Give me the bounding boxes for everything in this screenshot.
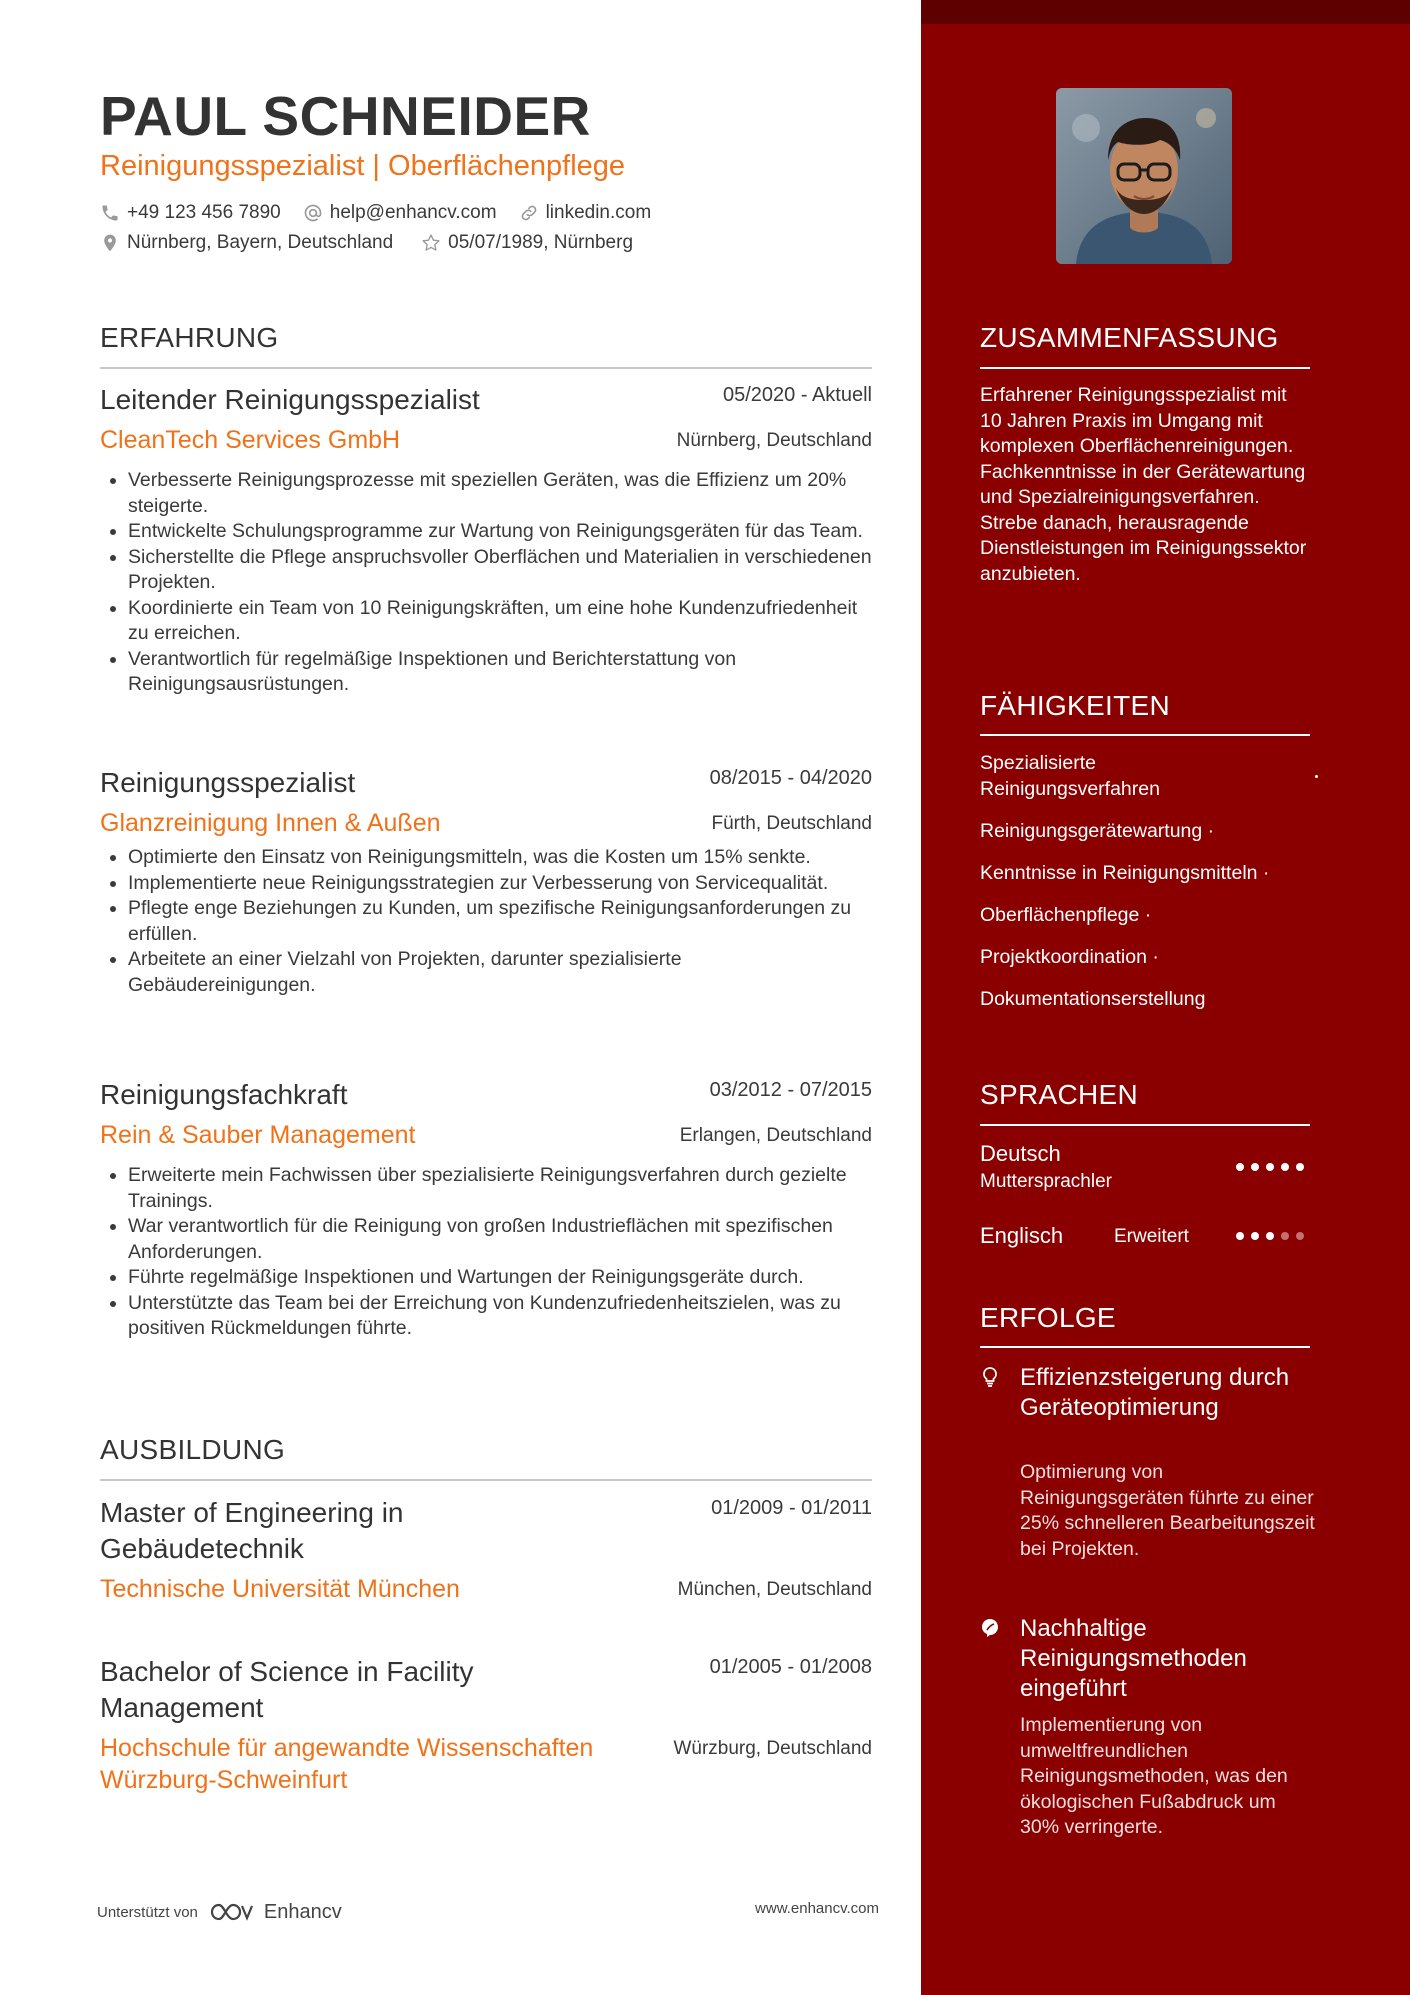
phone-contact [100,202,281,224]
language-name: Deutsch [980,1141,1061,1166]
education-location: Würzburg, Deutschland [673,1738,872,1759]
lightbulb-icon [980,1366,1000,1388]
contact-row-1 [100,202,673,224]
list-item: Koordinierte ein Team von 10 Reinigungskräften, um eine hohe Kundenzufriedenheit zu erreichen. [100,596,872,647]
job-date: 08/2015 - 04/2020 [709,767,872,789]
linkedin-text[interactable]: linkedin.com [545,202,652,223]
job-location: Nürnberg, Deutschland [676,430,872,451]
school-name: Hochschule für angewandte Wissenschaften Würzburg-Schweinfurt [100,1734,594,1794]
experience-heading: ERFAHRUNG [100,322,279,353]
list-item: Unterstützte das Team bei der Erreichung von Kundenzufriedenheitszielen, was zu positiven Rückmeldungen führte. [100,1291,872,1342]
language-rating [1236,1163,1311,1171]
powered-by [97,1900,342,1924]
experience-entry-1 [100,382,872,698]
skill-item: Reinigungsgerätewartung · [980,820,1215,842]
email-contact[interactable] [303,202,497,224]
experience-entry-3 [100,1077,872,1342]
skills-rule [980,734,1310,736]
summary-heading: ZUSAMMENFASSUNG [980,322,1279,353]
education-entry-2 [100,1654,872,1796]
main-column [100,0,872,1995]
candidate-name: PAUL SCHNEIDER [100,85,591,147]
experience-entry-2 [100,765,872,998]
phone-text: +49 123 456 7890 [127,202,281,223]
skill-separator [1315,775,1318,778]
school-name: Technische Universität München [100,1575,460,1603]
experience-rule [100,367,872,369]
company-name: CleanTech Services GmbH [100,426,401,454]
job-date: 03/2012 - 07/2015 [709,1079,872,1101]
enhancv-logo-icon [208,1900,258,1924]
list-item: Pflegte enge Beziehungen zu Kunden, um spezifische Reinigungsanforderungen zu erfüllen. [100,896,872,947]
list-item: Optimierte den Einsatz von Reinigungsmitteln, was die Kosten um 15% senkte. [100,845,872,871]
education-rule [100,1479,872,1481]
list-item: Arbeitete an einer Vielzahl von Projekten, darunter spezialisierte Gebäudereinigungen. [100,947,872,998]
job-title: Leitender Reinigungsspezialist [100,384,480,415]
education-location: München, Deutschland [677,1579,872,1600]
education-heading: AUSBILDUNG [100,1434,286,1465]
achievement-title: Nachhaltige Reinigungsmethoden eingeführt [1020,1615,1247,1702]
summary-text: Erfahrener Reinigungsspezialist mit 10 Jahren Praxis im Umgang mit komplexen Oberflächenreinigungen. Fachkenntnisse in der Gerätewartung und Spezialreinigungsverfahren. Strebe danach, herausragende Dienstleistungen im Reinigungssektor anzubieten. [980,384,1307,585]
list-item: Sicherstellte die Pflege anspruchsvoller Oberflächen und Materialien in verschiedenen Projekten. [100,545,872,596]
star-icon [421,233,441,253]
company-name: Rein & Sauber Management [100,1121,416,1149]
at-icon [303,203,323,223]
leaf-icon [980,1617,1000,1639]
birth-contact [421,232,633,254]
list-item: War verantwortlich für die Reinigung von großen Industrieflächen mit spezifischen Anforderungen. [100,1214,872,1265]
degree-title: Master of Engineering in Gebäudetechnik [100,1497,404,1564]
linkedin-contact[interactable] [519,202,652,224]
job-bullets [100,1163,872,1342]
location-pin-icon [100,233,120,253]
job-title: Reinigungsspezialist [100,767,356,798]
job-location: Erlangen, Deutschland [679,1125,872,1146]
list-item: Implementierte neue Reinigungsstrategien zur Verbesserung von Servicequalität. [100,871,872,897]
job-bullets [100,468,872,698]
email-text[interactable]: help@enhancv.com [329,202,497,223]
list-item: Verbesserte Reinigungsprozesse mit speziellen Geräten, was die Effizienz um 20% steigerte. [100,468,872,519]
achievement-desc: Optimierung von Reinigungsgeräten führte zu einer 25% schnelleren Bearbeitungszeit bei Projekten. [1020,1461,1315,1560]
profile-photo [1056,88,1232,264]
skills-heading: FÄHIGKEITEN [980,690,1170,721]
list-item: Erweiterte mein Fachwissen über spezialisierte Reinigungsverfahren durch gezielte Trainings. [100,1163,872,1214]
education-date: 01/2009 - 01/2011 [711,1497,872,1519]
list-item: Entwickelte Schulungsprogramme zur Wartung von Reinigungsgeräten für das Team. [100,519,872,545]
languages-heading: SPRACHEN [980,1079,1138,1110]
job-location: Fürth, Deutschland [711,813,872,834]
degree-title: Bachelor of Science in Facility Management [100,1656,474,1723]
achievements-heading: ERFOLGE [980,1302,1116,1333]
footer-site[interactable]: www.enhancv.com [755,1900,879,1917]
location-contact [100,232,393,254]
headline: Reinigungsspezialist | Oberflächenpflege [100,150,626,182]
skill-item: Kenntnisse in Reinigungsmitteln · [980,862,1270,884]
company-name: Glanzreinigung Innen & Außen [100,809,441,837]
list-item: Verantwortlich für regelmäßige Inspektionen und Berichterstattung von Reinigungsausrüstungen. [100,647,872,698]
job-title: Reinigungsfachkraft [100,1079,348,1110]
powered-label: Unterstützt von [97,1903,198,1921]
language-level: Muttersprachler [980,1171,1112,1192]
skill-item: Oberflächenpflege · [980,904,1152,926]
skill-item: Projektkoordination · [980,946,1159,968]
footer [97,1895,879,1925]
language-name: Englisch [980,1223,1064,1248]
languages-rule [980,1124,1310,1126]
sidebar-top-band [921,0,1410,24]
location-text: Nürnberg, Bayern, Deutschland [127,232,394,253]
job-date: 05/2020 - Aktuell [723,384,872,406]
skill-item: Spezialisierte Reinigungsverfahren [980,752,1160,800]
achievement-desc: Implementierung von umweltfreundlichen Reinigungsmethoden, was den ökologischen Fußabdruck um 30% verringerte. [1020,1714,1288,1838]
list-item: Führte regelmäßige Inspektionen und Wartungen der Reinigungsgeräte durch. [100,1265,872,1291]
sidebar [921,0,1410,1995]
education-date: 01/2005 - 01/2008 [709,1656,872,1678]
language-rating [1236,1232,1311,1240]
language-level: Erweitert [1114,1226,1189,1247]
job-bullets [100,845,872,998]
birth-text: 05/07/1989, Nürnberg [448,232,634,253]
link-icon [519,203,539,223]
achievement-title: Effizienzsteigerung durch Geräteoptimierung [1020,1364,1290,1421]
summary-rule [980,367,1310,369]
achievements-rule [980,1346,1310,1348]
contact-row-2 [100,232,655,254]
brand-name: Enhancv [263,1900,342,1923]
education-entry-1 [100,1495,872,1605]
phone-icon [100,203,120,223]
skill-item: Dokumentationserstellung [980,988,1206,1010]
